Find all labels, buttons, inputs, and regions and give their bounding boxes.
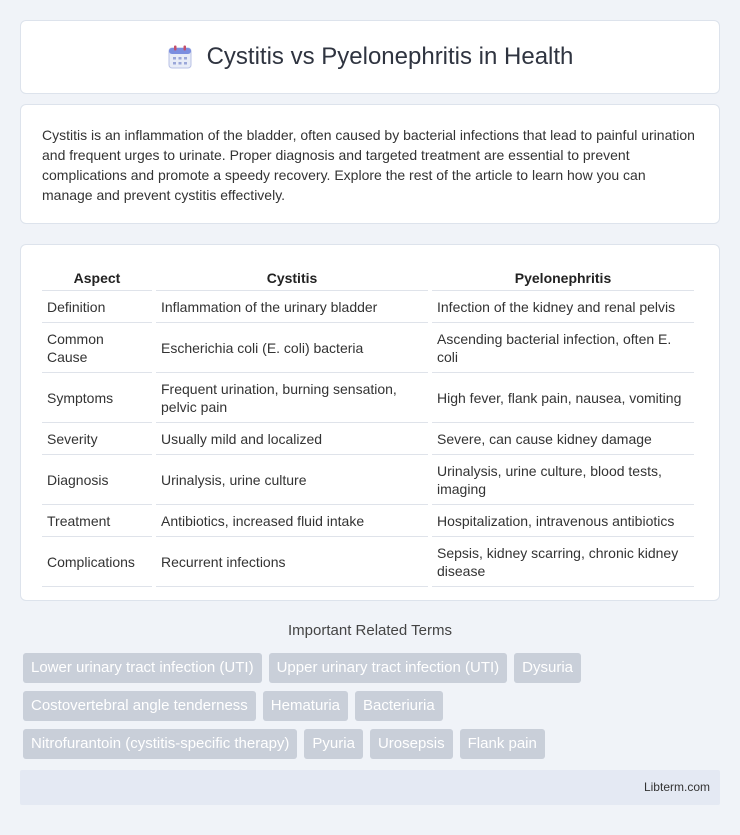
- cell-aspect: Definition: [42, 291, 152, 323]
- calendar-icon: [167, 44, 193, 70]
- cell-cystitis: Inflammation of the urinary bladder: [156, 291, 428, 323]
- cell-aspect: Treatment: [42, 505, 152, 537]
- related-term-tag[interactable]: Hematuria: [263, 691, 348, 721]
- intro-text: Cystitis is an inflammation of the bladder, often caused by bacterial infections that lead to painful urination and frequent urges to urinate. Proper diagnosis and targeted treatment are essential to prevent complications and promote a speedy recovery. Explore the rest of the article to learn how you can manage and prevent cystitis effectively.: [42, 127, 695, 203]
- related-term-tag[interactable]: Bacteriuria: [355, 691, 443, 721]
- cell-pyelonephritis: Ascending bacterial infection, often E. coli: [432, 323, 694, 373]
- tag-row: [23, 691, 723, 721]
- cell-cystitis: Urinalysis, urine culture: [156, 455, 428, 505]
- cell-cystitis: Usually mild and localized: [156, 423, 428, 455]
- tag-row: [23, 653, 723, 683]
- table-row: [42, 373, 694, 423]
- table-row: [42, 423, 694, 455]
- table-header-row: [42, 264, 694, 291]
- cell-aspect: Severity: [42, 423, 152, 455]
- cell-aspect: Symptoms: [42, 373, 152, 423]
- related-term-tag[interactable]: Flank pain: [460, 729, 545, 759]
- cell-aspect: Complications: [42, 537, 152, 587]
- related-term-tag[interactable]: Lower urinary tract infection (UTI): [23, 653, 262, 683]
- intro-card: [20, 104, 720, 224]
- footer: [20, 770, 720, 805]
- comparison-table-card: [20, 244, 720, 601]
- footer-site-link[interactable]: Libterm.com: [643, 780, 710, 794]
- header-cystitis: Cystitis: [156, 264, 428, 291]
- comparison-table: [38, 264, 698, 587]
- tag-row: [23, 729, 723, 759]
- related-term-tag[interactable]: Pyuria: [304, 729, 363, 759]
- table-row: [42, 505, 694, 537]
- cell-pyelonephritis: Severe, can cause kidney damage: [432, 423, 694, 455]
- table-row: [42, 291, 694, 323]
- header-aspect: Aspect: [42, 264, 152, 291]
- related-terms-title: Important Related Terms: [288, 622, 452, 639]
- cell-cystitis: Frequent urination, burning sensation, pelvic pain: [156, 373, 428, 423]
- cell-pyelonephritis: Sepsis, kidney scarring, chronic kidney disease: [432, 537, 694, 587]
- cell-cystitis: Recurrent infections: [156, 537, 428, 587]
- cell-aspect: Common Cause: [42, 323, 152, 373]
- cell-pyelonephritis: Infection of the kidney and renal pelvis: [432, 291, 694, 323]
- header-card: [20, 20, 720, 94]
- cell-cystitis: Antibiotics, increased fluid intake: [156, 505, 428, 537]
- related-term-tag[interactable]: Nitrofurantoin (cystitis-specific therapy): [23, 729, 297, 759]
- cell-cystitis: Escherichia coli (E. coli) bacteria: [156, 323, 428, 373]
- related-term-tag[interactable]: Dysuria: [514, 653, 581, 683]
- table-row: [42, 455, 694, 505]
- related-term-tag[interactable]: Urosepsis: [370, 729, 453, 759]
- related-term-tag[interactable]: Costovertebral angle tenderness: [23, 691, 256, 721]
- cell-pyelonephritis: High fever, flank pain, nausea, vomiting: [432, 373, 694, 423]
- cell-pyelonephritis: Hospitalization, intravenous antibiotics: [432, 505, 694, 537]
- page-title: Cystitis vs Pyelonephritis in Health: [206, 43, 574, 70]
- cell-aspect: Diagnosis: [42, 455, 152, 505]
- related-term-tag[interactable]: Upper urinary tract infection (UTI): [269, 653, 508, 683]
- header-pyelonephritis: Pyelonephritis: [432, 264, 694, 291]
- table-row: [42, 537, 694, 587]
- table-row: [42, 323, 694, 373]
- cell-pyelonephritis: Urinalysis, urine culture, blood tests, imaging: [432, 455, 694, 505]
- related-terms-list: [23, 653, 723, 767]
